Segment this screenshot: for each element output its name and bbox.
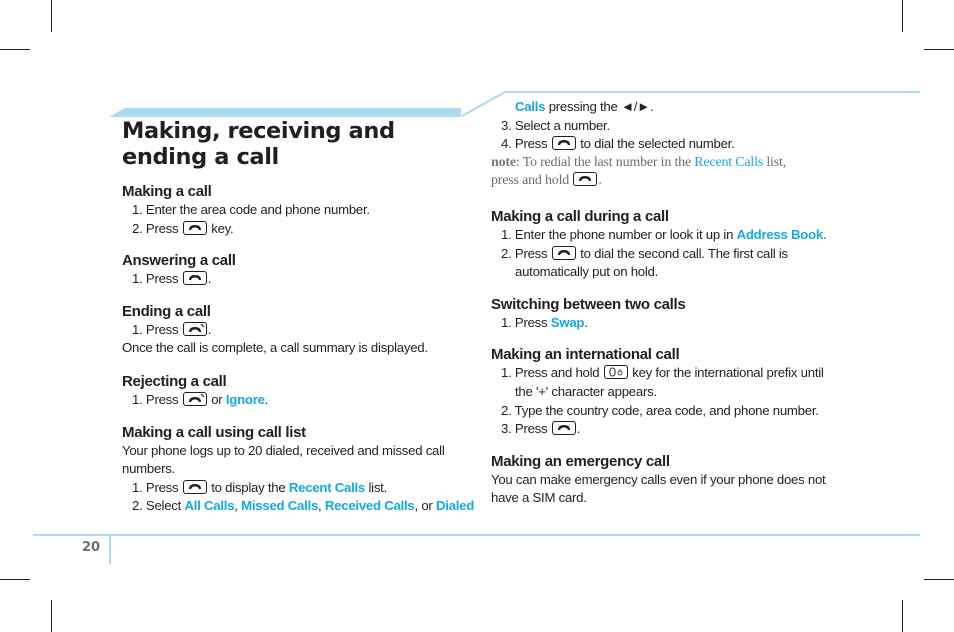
step-text: .: [822, 226, 827, 242]
end-key-icon: [183, 392, 207, 406]
step-continued: [491, 98, 831, 117]
step-text: .: [264, 391, 269, 407]
step-text: .: [584, 314, 588, 330]
header-band-line: [504, 91, 920, 93]
paragraph: Once the call is complete, a call summary is displayed.: [122, 340, 428, 356]
step-text: 2. Press: [132, 220, 179, 236]
paragraph: numbers.: [122, 461, 175, 477]
step: [491, 314, 831, 333]
footer-line: [33, 534, 920, 536]
step-text: 4. Press: [501, 136, 548, 152]
send-key-icon: [183, 480, 207, 494]
step-text: 1. Enter the phone number or look it up in: [501, 226, 734, 242]
heading-rejecting-call: Rejecting a call: [122, 372, 227, 390]
missed-calls-menu: Missed Calls: [241, 498, 319, 514]
paragraph: Your phone logs up to 20 dialed, received and missed call: [122, 442, 445, 458]
step-text: to dial the selected number.: [580, 136, 735, 152]
step: [491, 226, 831, 245]
crop-mark: [0, 49, 30, 50]
step: [122, 201, 467, 220]
footer-divider: [109, 536, 111, 564]
step-text: key.: [211, 220, 234, 236]
step: [122, 321, 467, 340]
zero-key-icon: [604, 365, 628, 379]
crop-mark: [902, 600, 903, 632]
step: [122, 391, 467, 410]
note-text: press and hold: [491, 173, 570, 189]
step-text: 1. Press: [132, 391, 179, 407]
note-text: : To redial the last number in the: [515, 154, 691, 170]
step: 2. Type the country code, area code, and phone number.: [501, 402, 819, 418]
step-text: or: [211, 391, 223, 407]
step-text: .: [207, 321, 212, 337]
left-column: [122, 182, 475, 516]
step-text: 1. Enter the area code and phone number.: [132, 202, 370, 217]
heading-answering-call: Answering a call: [122, 252, 236, 270]
step-text: key for the international prefix until: [632, 365, 824, 381]
send-key-icon: [183, 221, 207, 235]
heading-ending-call: Ending a call: [122, 302, 211, 320]
step-text: 3. Press: [501, 421, 548, 437]
step: [491, 135, 831, 154]
send-key-icon: [552, 136, 576, 150]
recent-calls-menu: Recent Calls: [288, 479, 366, 495]
note: [491, 154, 831, 173]
crop-mark: [51, 0, 52, 32]
step-text: , or: [414, 498, 433, 514]
step-continued: the '+' character appears.: [515, 383, 657, 399]
step-text: ,: [318, 498, 322, 514]
swap-softkey: Swap: [550, 314, 585, 330]
crop-mark: [51, 600, 52, 632]
step: [491, 364, 831, 383]
step-text: pressing the ◄/►.: [548, 99, 654, 114]
step-text: 2. Press: [501, 245, 548, 261]
heading-call-list: Making a call using call list: [122, 423, 306, 441]
heading-switching-calls: Switching between two calls: [491, 295, 686, 313]
dialed-calls-menu: Calls: [515, 99, 546, 114]
step-text: .: [207, 271, 212, 287]
step-text: ,: [234, 498, 238, 514]
step-text: .: [576, 421, 581, 437]
step-text: list.: [368, 479, 387, 495]
right-column: [491, 98, 831, 508]
heading-during-call: Making a call during a call: [491, 207, 669, 225]
crop-mark: [924, 579, 954, 580]
step-text: 1. Press: [132, 479, 179, 495]
dialed-calls-menu: Dialed: [435, 498, 475, 514]
step: [122, 270, 467, 289]
send-key-icon: [573, 172, 597, 186]
header-band: [109, 108, 461, 117]
heading-emergency-call: Making an emergency call: [491, 452, 670, 470]
step: [122, 220, 467, 239]
step: 3. Select a number.: [501, 117, 610, 133]
step-text: 1. Press: [132, 321, 179, 337]
page-title: Making, receiving and ending a call: [122, 118, 395, 170]
note-text: .: [598, 173, 602, 189]
all-calls-menu: All Calls: [184, 498, 235, 514]
step-text: 2. Select: [132, 498, 182, 514]
step: [122, 497, 475, 516]
step: [491, 245, 831, 264]
received-calls-menu: Received Calls: [324, 498, 415, 514]
paragraph: have a SIM card.: [491, 490, 587, 506]
crop-mark: [902, 0, 903, 32]
step: [491, 420, 831, 439]
heading-making-call: Making a call: [122, 183, 212, 200]
crop-mark: [924, 49, 954, 50]
heading-international-call: Making an international call: [491, 346, 680, 364]
send-key-icon: [552, 421, 576, 435]
paragraph: You can make emergency calls even if your phone does not: [491, 471, 826, 487]
step: [122, 479, 467, 498]
step-text: 1. Press and hold: [501, 365, 600, 381]
crop-mark: [0, 579, 30, 580]
ignore-softkey: Ignore: [225, 391, 265, 407]
step-continued: automatically put on hold.: [515, 264, 659, 280]
send-key-icon: [552, 246, 576, 260]
page-number: 20: [82, 540, 101, 555]
step-text: to display the: [211, 479, 286, 495]
step-text: 1. Press: [132, 271, 179, 287]
note-label: note: [491, 154, 516, 170]
recent-calls-menu: Recent Calls: [694, 154, 764, 170]
note: [491, 172, 831, 191]
send-key-icon: [183, 271, 207, 285]
end-key-icon: [183, 322, 207, 336]
step-text: 1. Press: [501, 314, 548, 330]
note-text: list,: [766, 154, 786, 170]
step-text: to dial the second call. The first call is: [580, 245, 788, 261]
address-book-menu: Address Book: [736, 226, 823, 242]
